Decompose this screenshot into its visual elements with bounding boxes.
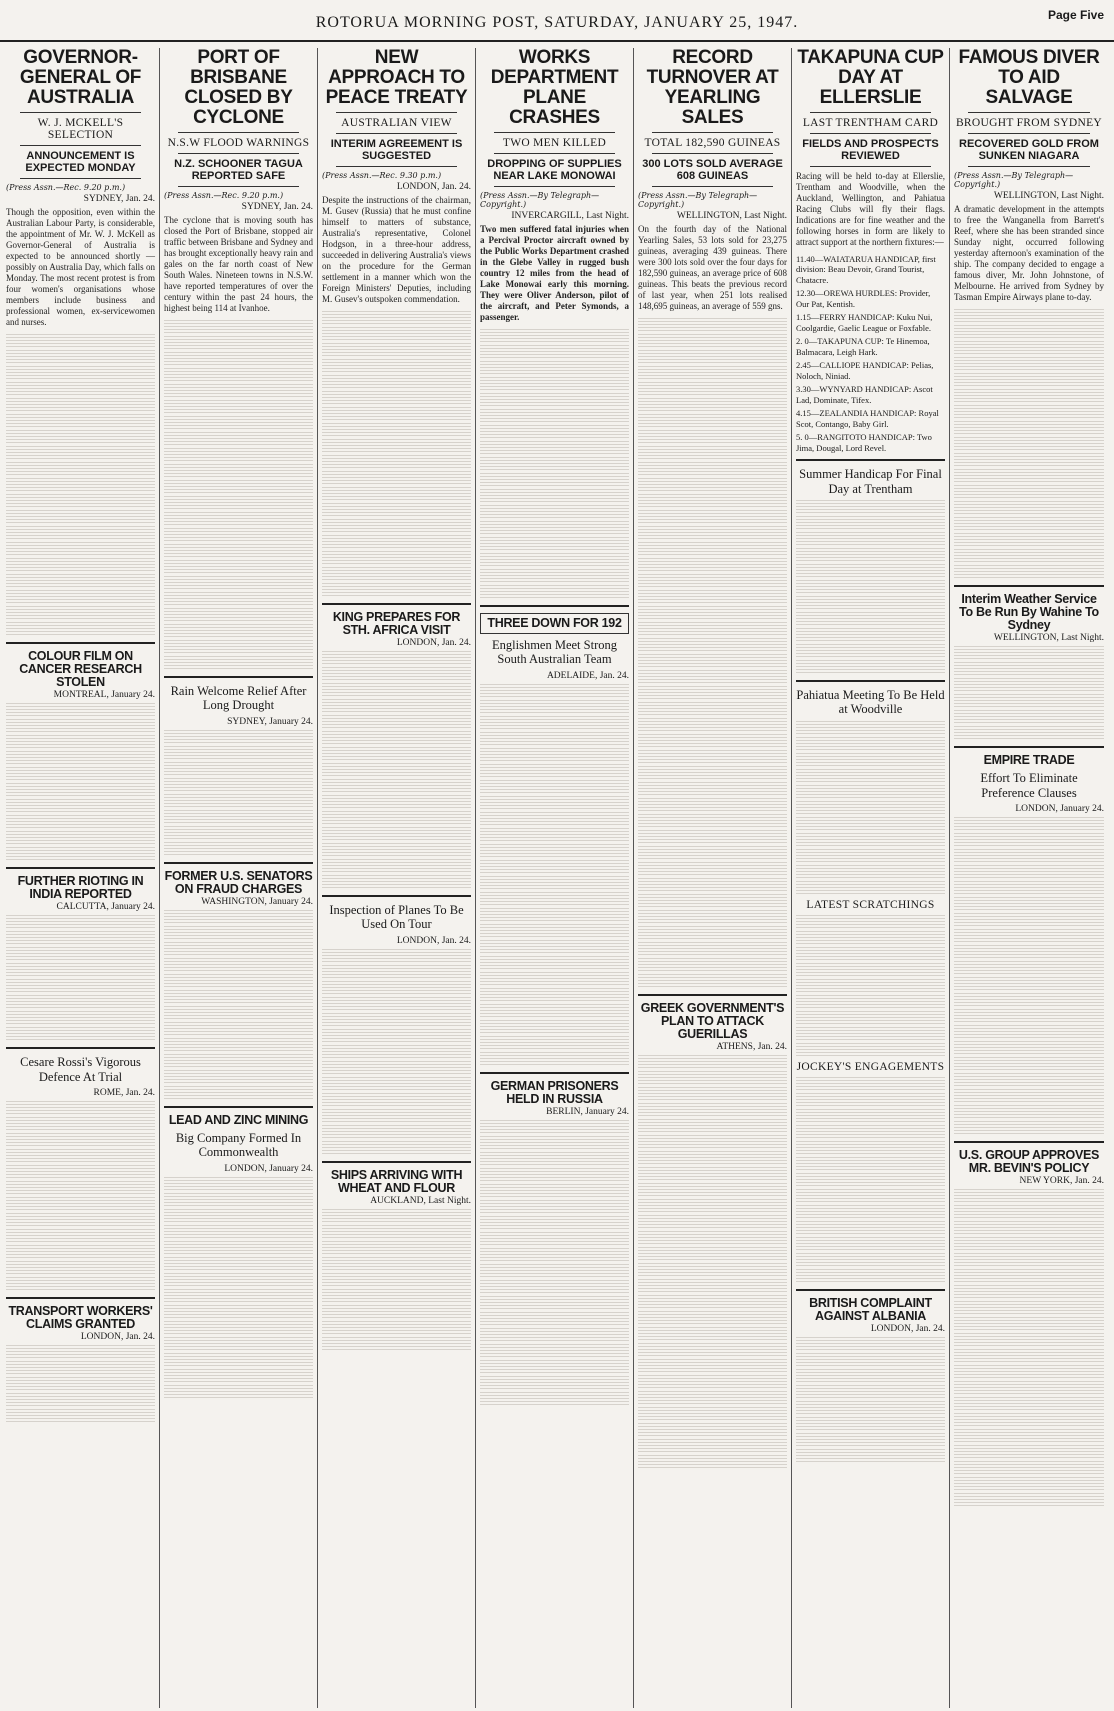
race-entry: 2. 0—TAKAPUNA CUP: Te Hinemoa, Balmacara, Leigh Hark. [796, 336, 930, 357]
race-entry: 2.45—CALLIOPE HANDICAP: Pelias, Noloch, Niniad. [796, 360, 934, 381]
subheadline: INTERIM AGREEMENT IS SUGGESTED [330, 137, 463, 162]
placeline: LONDON, January 24. [1015, 804, 1104, 815]
subheadline: RECOVERED GOLD FROM SUNKEN NIAGARA [959, 137, 1099, 162]
subheadline: Effort To Eliminate Preference Clauses [980, 771, 1078, 800]
race-entry: 1.15—FERRY HANDICAP: Kuku Nui, Coolgardie, Gaelic League or Foxfable. [796, 312, 933, 333]
headline: JOCKEY'S ENGAGEMENTS [796, 1060, 945, 1073]
placeline: SYDNEY, Jan. 24. [241, 201, 313, 212]
headline: GOVERNOR-GENERAL OF AUSTRALIA [19, 48, 142, 108]
race-entry: 4.15—ZEALANDIA HANDICAP: Royal Scot, Contango, Baby Girl. [796, 408, 939, 429]
article-text: Though the opposition, even within the Australian Labour Party, is considerable, the appointment of Mr. W. J. McKell as Governor-General of Australia is expected to be announced shortly — possibly on Australia Day, which falls on Monday. The most recent protest is from four women's organisations whose members include business and professional women, ex-servicewomen and nurses. [6, 206, 155, 327]
headline: Summer Handicap For Final Day at Trentham [799, 467, 942, 496]
headline: LATEST SCRATCHINGS [806, 898, 935, 911]
newspaper-title: ROTORUA MORNING POST, SATURDAY, JANUARY 25, 1947. [315, 14, 799, 31]
article-text: A dramatic development in the attempts to free the Wanganella from Barrett's Reef, where she has been stranded since Sunday night, occurred following yesterday afternoon's examination of the ship. The company decided to engage a famous diver, Mr. John Johnstone, of Melbourne. He arrived from Sydney by Tasman Empire Airways plane to-day. [954, 203, 1104, 302]
placeline: AUCKLAND, Last Night. [370, 1196, 471, 1207]
headline: U.S. GROUP APPROVES MR. BEVIN'S POLICY [958, 1148, 1100, 1176]
placeline: LONDON, Jan. 24. [80, 1332, 155, 1343]
column-5 [634, 48, 792, 1708]
subheadline: N.Z. SCHOONER TAGUA REPORTED SAFE [174, 157, 303, 182]
headline: KING PREPARES FOR STH. AFRICA VISIT [332, 609, 461, 637]
headline: WORKS DEPARTMENT PLANE CRASHES [490, 48, 619, 128]
headline: FAMOUS DIVER TO AID SALVAGE [958, 48, 1100, 108]
placeline: LONDON, Jan. 24. [396, 638, 471, 649]
headline: Inspection of Planes To Be Used On Tour [329, 903, 464, 932]
deck: BROUGHT FROM SYDNEY [955, 116, 1103, 129]
placeline: MONTREAL, January 24. [53, 690, 155, 701]
dateline: (Press Assn.—Rec. 9.20 p.m.) [6, 182, 126, 192]
masthead [0, 6, 1114, 42]
placeline: ROME, Jan. 24. [93, 1088, 155, 1099]
headline: SHIPS ARRIVING WITH WHEAT AND FLOUR [330, 1167, 463, 1195]
placeline: LONDON, January 24. [224, 1163, 313, 1174]
race-entry: 12.30—OREWA HURDLES: Provider, Our Pat, Kentish. [796, 288, 931, 309]
placeline: LONDON, Jan. 24. [870, 1324, 945, 1335]
deck: TOTAL 182,590 GUINEAS [644, 136, 781, 149]
deck: W. J. MCKELL'S SELECTION [37, 116, 124, 141]
deck: TWO MEN KILLED [502, 136, 607, 149]
headline: Rain Welcome Relief After Long Drought [170, 683, 307, 713]
headline: FURTHER RIOTING IN INDIA REPORTED [17, 874, 144, 902]
deck: AUSTRALIAN VIEW [341, 116, 452, 129]
race-entry: 11.40—WAIATARUA HANDICAP, first division: Beau Devoir, Grand Tourist, Chatacre. [796, 253, 936, 285]
headline: COLOUR FILM ON CANCER RESEARCH STOLEN [19, 648, 142, 690]
column-1 [2, 48, 160, 1708]
subheadline: ANNOUNCEMENT IS EXPECTED MONDAY [25, 149, 136, 174]
columns [2, 48, 1112, 1708]
placeline: WELLINGTON, Last Night. [676, 210, 787, 221]
deck: N.S.W FLOOD WARNINGS [167, 136, 310, 149]
race-entry: 5. 0—RANGITOTO HANDICAP: Two Jima, Dougal, Lord Revel. [796, 432, 932, 453]
article-text: The cyclone that is moving south has closed the Port of Brisbane, stopped air traffic between Brisbane and Sydney and has brought exceptionally heavy rain and gales on the far north coast of New South Wales. Nineteen towns in N.S.W. have reported temperatures of over the century within the past 24 hours, the highest being 114 at Ivanhoe. [164, 214, 313, 313]
headline: THREE DOWN FOR 192 [480, 613, 629, 634]
placeline: ATHENS, Jan. 24. [716, 1042, 787, 1053]
headline: GREEK GOVERNMENT'S PLAN TO ATTACK GUERILLAS [640, 1000, 785, 1041]
placeline: BERLIN, January 24. [546, 1106, 629, 1117]
article-text: Two men suffered fatal injuries when a Percival Proctor aircraft owned by the Public Works Department crashed in the Glebe Valley in rugged bush country 12 miles from the head of Lake Monowai early this morning. They were Oliver Anderson, pilot of the aircraft, and Peter Symonds, a passenger. [480, 223, 629, 322]
race-entry: 3.30—WYNYARD HANDICAP: Ascot Lad, Dominate, Tifex. [796, 384, 933, 405]
column-2 [160, 48, 318, 1708]
headline: LEAD AND ZINC MINING [168, 1112, 309, 1127]
placeline: LONDON, Jan. 24. [396, 935, 471, 946]
placeline: CALCUTTA, January 24. [56, 902, 155, 913]
headline: EMPIRE TRADE [983, 753, 1075, 768]
headline: Interim Weather Service To Be Run By Wahine To Sydney [959, 591, 1099, 633]
page-number: Page Five [1047, 8, 1104, 22]
placeline: WELLINGTON, Last Night. [993, 633, 1104, 644]
article-text: Racing will be held to-day at Ellerslie, Trentham and Woodville, when the Auckland, Wellington, and Pahiatua Racing Clubs will fly their flags. Indications are for fine weather and the following horses in form are likely to attract support at the northern fixtures:— [796, 170, 945, 247]
column-4 [476, 48, 634, 1708]
placeline: INVERCARGILL, Last Night. [511, 210, 629, 221]
placeline: NEW YORK, Jan. 24. [1019, 1176, 1104, 1187]
column-6 [792, 48, 950, 1708]
headline: TAKAPUNA CUP DAY AT ELLERSLIE [797, 48, 944, 108]
subheadline: FIELDS AND PROSPECTS REVIEWED [802, 137, 939, 162]
article-text: On the fourth day of the National Yearling Sales, 53 lots sold for 23,275 guineas, averaging 439 guineas. There were 300 lots sold over the four days for 182,590 guineas, an average price of 608 guineas. This beats the previous record of last year, when 251 lots realised 148,695 guineas, an average of 559 gns. [638, 223, 787, 311]
headline: PORT OF BRISBANE CLOSED BY CYCLONE [184, 48, 293, 128]
headline: RECORD TURNOVER AT YEARLING SALES [646, 48, 779, 128]
placeline: ADELAIDE, Jan. 24. [546, 670, 629, 681]
deck: LAST TRENTHAM CARD [802, 116, 939, 129]
placeline: LONDON, Jan. 24. [396, 181, 471, 192]
placeline: SYDNEY, January 24. [227, 716, 313, 727]
headline: Pahiatua Meeting To Be Held at Woodville [796, 688, 945, 717]
dateline: (Press Assn.—By Telegraph—Copyright.) [954, 170, 1074, 189]
dateline: (Press Assn.—By Telegraph—Copyright.) [480, 190, 600, 209]
headline: TRANSPORT WORKERS' CLAIMS GRANTED [8, 1304, 153, 1332]
headline: BRITISH COMPLAINT AGAINST ALBANIA [809, 1295, 932, 1323]
column-3 [318, 48, 476, 1708]
dateline: (Press Assn.—By Telegraph—Copyright.) [638, 190, 758, 209]
headline: NEW APPROACH TO PEACE TREATY [325, 48, 468, 108]
dateline: (Press Assn.—Rec. 9.20 p.m.) [164, 190, 284, 200]
placeline: WASHINGTON, January 24. [201, 896, 313, 907]
headline: GERMAN PRISONERS HELD IN RUSSIA [490, 1078, 619, 1106]
headline: Cesare Rossi's Vigorous Defence At Trial [20, 1055, 141, 1084]
headline: FORMER U.S. SENATORS ON FRAUD CHARGES [164, 868, 313, 896]
subheadline: Englishmen Meet Strong South Australian Team [492, 637, 617, 667]
column-7 [950, 48, 1108, 1708]
dateline: (Press Assn.—Rec. 9.30 p.m.) [322, 170, 442, 180]
subheadline: 300 LOTS SOLD AVERAGE 608 GUINEAS [642, 157, 783, 182]
subheadline: DROPPING OF SUPPLIES NEAR LAKE MONOWAI [487, 157, 622, 182]
placeline: SYDNEY, Jan. 24. [83, 193, 155, 204]
article-text: Despite the instructions of the chairman, M. Gusev (Russia) that he must confine himself to matters of substance, Australia's representative, Colonel Hodgson, in a three-hour address, succeeded in delivering Australia's views on the procedure for the German settlement in a manner which won the Foreign Ministers' Deputies, including M. Gusev's outspoken commendation. [322, 194, 471, 304]
placeline: WELLINGTON, Last Night. [993, 190, 1104, 201]
subheadline: Big Company Formed In Commonwealth [175, 1130, 302, 1160]
